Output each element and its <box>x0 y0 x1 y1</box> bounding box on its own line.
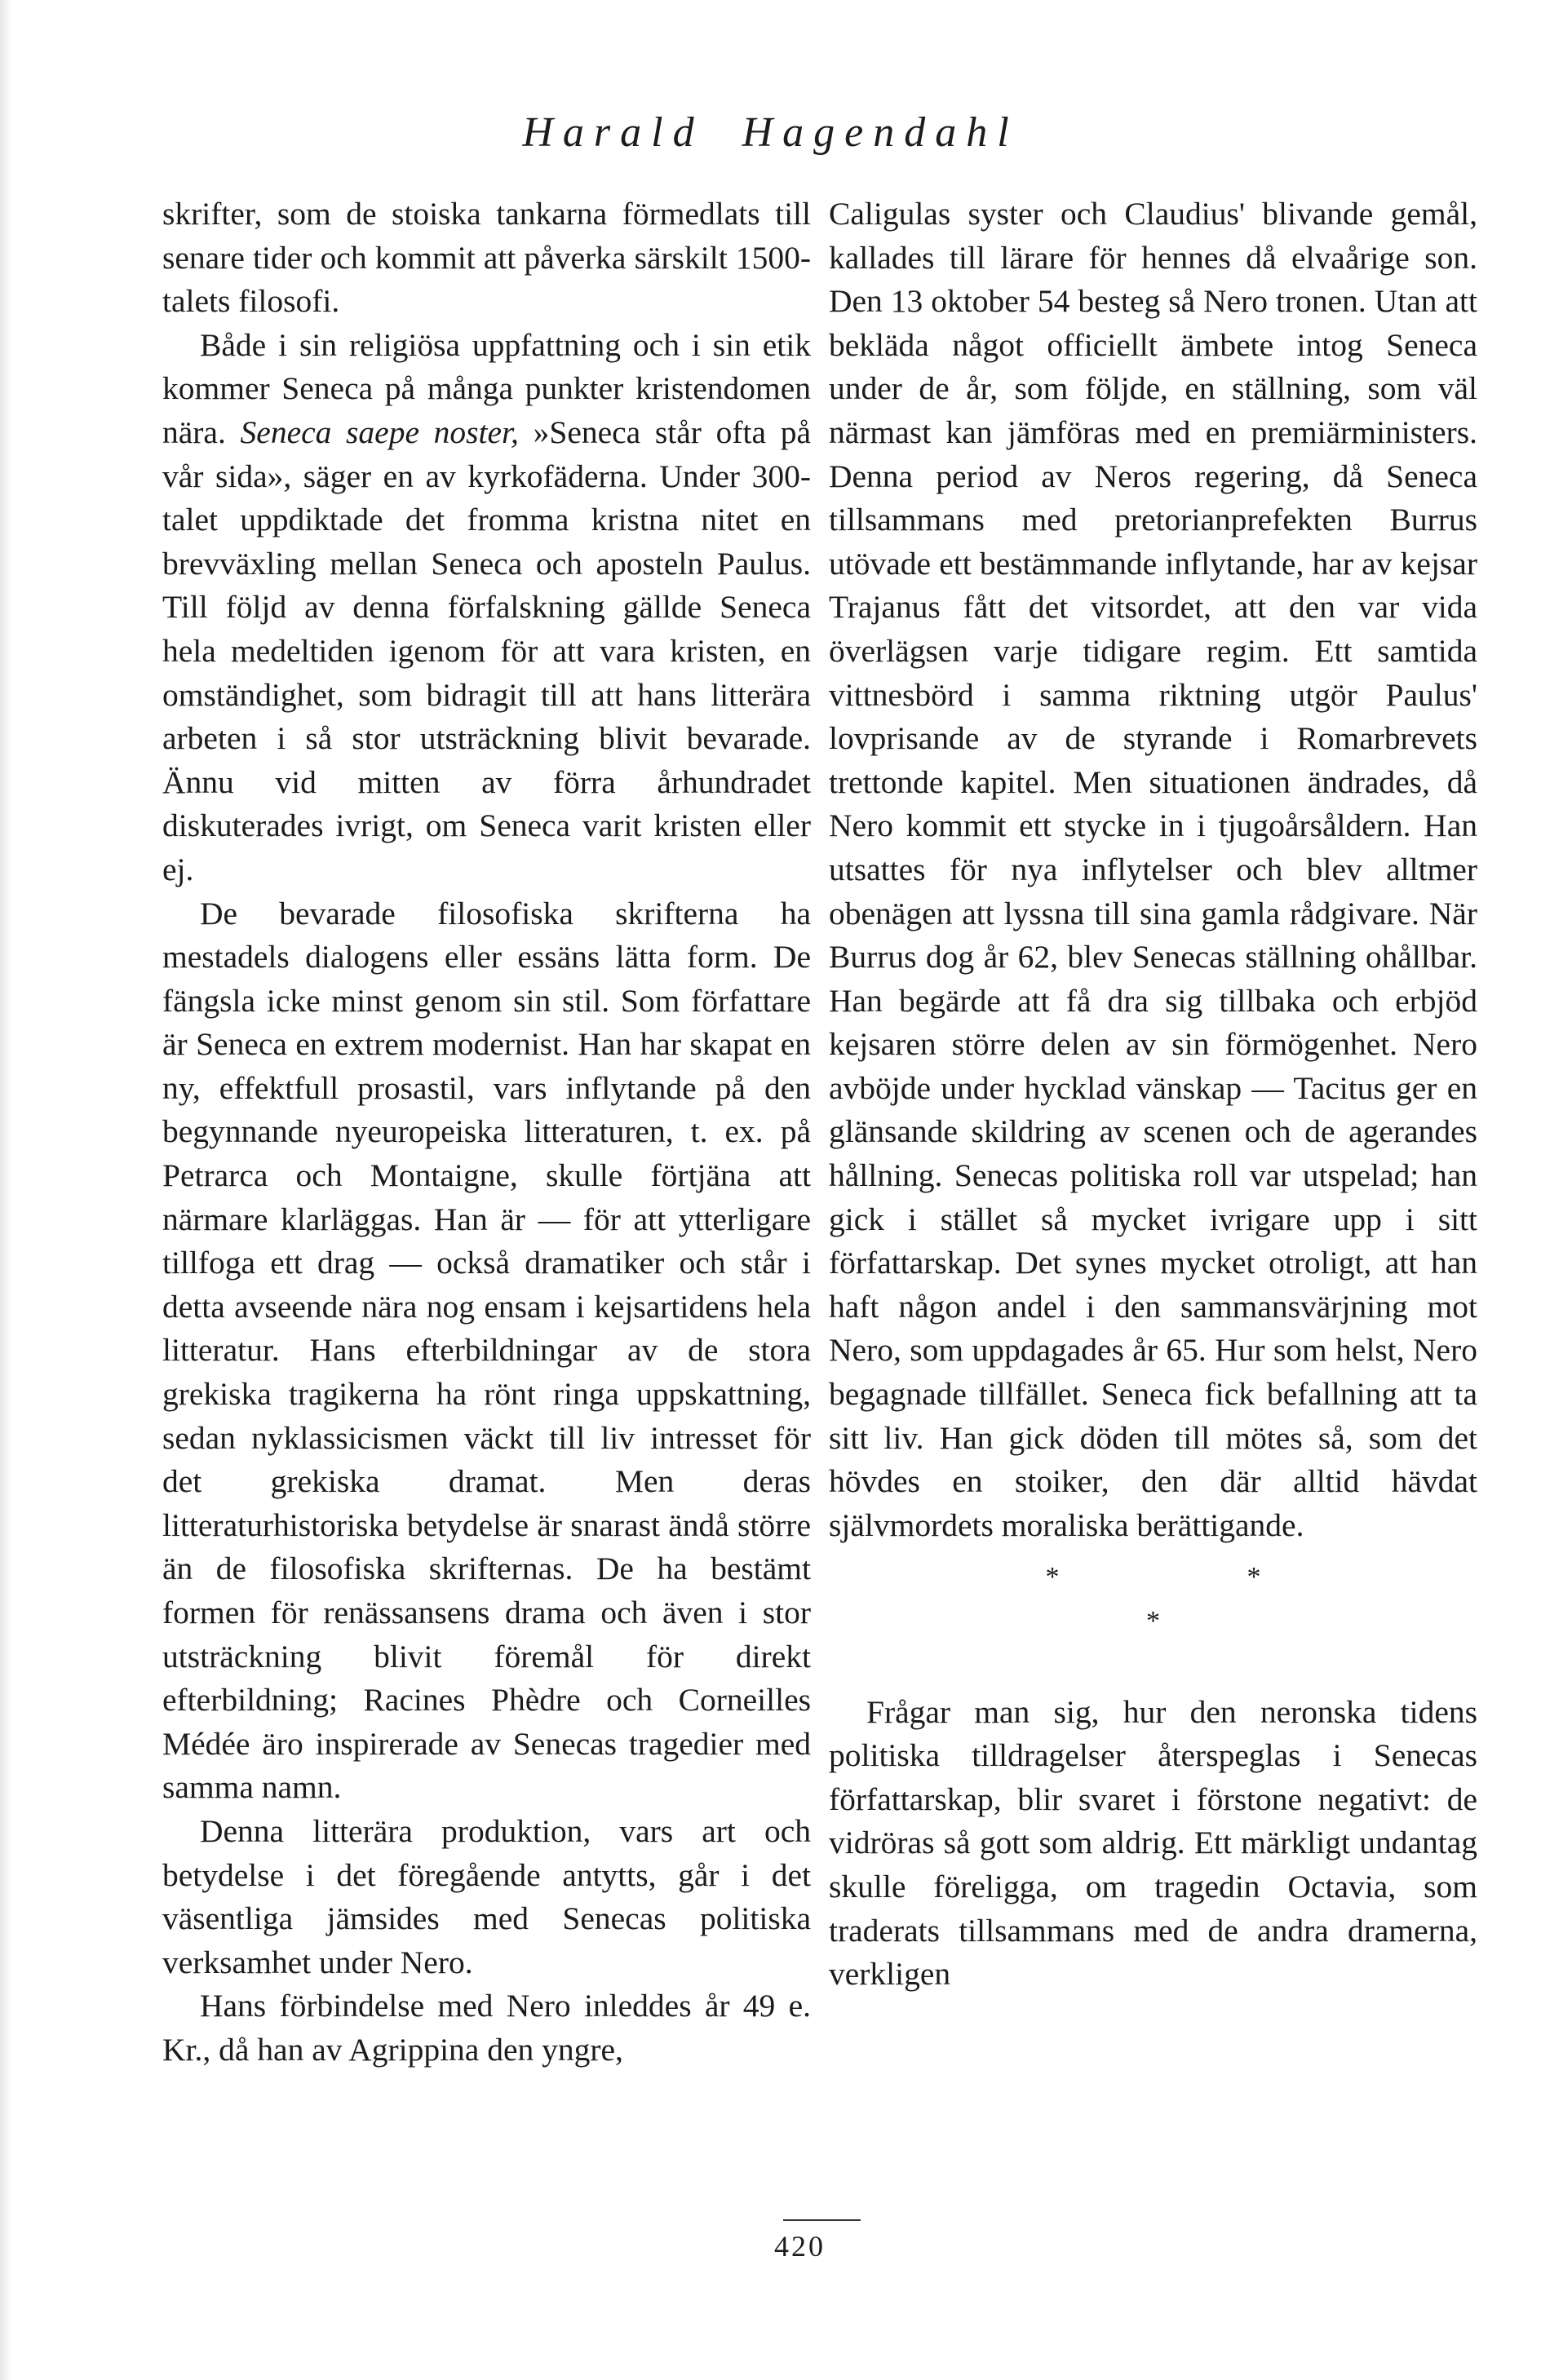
separator-star: * <box>1247 1562 1261 1593</box>
left-paragraph-4: Denna litterära produktion, vars art och betydelse i det föregående antytts, går i det väsentliga jämsides med Senecas politiska verksamhet under Nero. <box>162 1812 811 1980</box>
page-number: 420 <box>774 2230 826 2263</box>
left-paragraph-2-start: Både i sin religiösa uppfattning och i sin etik kommer Seneca på många punkter kristendomen nära. <box>162 326 811 450</box>
latin-quote: Seneca saepe noster, <box>240 414 519 450</box>
right-paragraph-2: Frågar man sig, hur den neronska tidens politiska tilldragelser återspeglas i Senecas författarskap, blir svaret i förstone negativt: de vidröras så gott som aldrig. Ett märkligt undantag skulle föreligga, om tragedin Octavia, som traderats tillsammans med de andra dramerna, verkligen <box>829 1693 1477 1993</box>
left-paragraph-1: skrifter, som de stoiska tankarna förmedlats till senare tider och kommit att påverka särskilt 1500-talets filosofi. <box>162 196 811 320</box>
right-paragraph-1: Caligulas syster och Claudius' blivande gemål, kallades till lärare för hennes då elvaårige son. Den 13 oktober 54 besteg så Nero tronen. Utan att bekläda något officiellt ämbete intog Seneca under de år, som följde, en ställning, som väl närmast kan jämföras med en premiärministers. Denna period av Neros regering, då Seneca tillsammans med pretorianprefekten Burrus utövade ett bestämmande inflytande, har av kejsar Trajanus fått det vitsordet, att den var vida överlägsen varje tidigare regim. Ett samtida vittnesbörd i samma riktning utgör Paulus' lovprisande av de styrande i Romarbrevets trettonde kapitel. Men situationen ändrades, då Nero kommit ett stycke in i tjugoårsåldern. Han utsattes för nya inflytelser och blev alltmer obenägen att lyssna till sina gamla rådgivare. När Burrus dog år 62, blev Senecas ställning ohållbar. Han begärde att få dra sig tillbaka och erbjöd kejsaren större delen av sin förmögenhet. Nero avböjde under hycklad vänskap — Tacitus ger en glänsande skildring av scenen och de agerandes hållning. Senecas politiska roll var utspelad; han gick i stället så mycket ivrigare upp i sitt författarskap. Det synes mycket otroligt, att han haft någon andel i den sammansvärjning mot Nero, som uppdagades år 65. Hur som helst, Nero begagnade tillfället. Seneca fick befallning att ta sitt liv. Han gick döden till mötes så, som det hövdes en stoiker, den där alltid hävdat självmordets moraliska berättigande. <box>829 196 1477 1543</box>
page-edge-shadow <box>0 0 11 2380</box>
section-separator <box>829 1555 1477 1643</box>
separator-star: * <box>1045 1562 1060 1593</box>
right-column <box>829 192 1477 1997</box>
left-paragraph-2-rest: »Seneca står ofta på vår sida», säger en av kyrkofäderna. Under 300-talet uppdiktade det fromma kristna nitet en brevväxling mellan Seneca och aposteln Paulus. Till följd av denna förfalskning gällde Seneca hela medeltiden igenom för att vara kristen, en omständighet, som bidragit till att hans litterära arbeten i så stor utsträckning blivit bevarade. Ännu vid mitten av förra århundradet diskuterades ivrigt, om Seneca varit kristen eller ej. <box>162 414 811 887</box>
separator-star: * <box>1146 1606 1160 1636</box>
left-column <box>162 192 811 2073</box>
left-paragraph-3: De bevarade filosofiska skrifterna ha mestadels dialogens eller essäns lätta form. De fängsla icke minst genom sin stil. Som författare är Seneca en extrem modernist. Han har skapat en ny, effektfull prosastil, vars inflytande på den begynnande nyeuropeiska litteraturen, t. ex. på Petrarca och Montaigne, skulle förtjäna att närmare klarläggas. Han är — för att ytterligare tillfoga ett drag — också dramatiker och står i detta avseende nära nog ensam i kejsartidens hela litteratur. Hans efterbildningar av de stora grekiska tragikerna ha rönt ringa uppskattning, sedan nyklassicismen väckt till liv intresset för det grekiska dramat. Men deras litteraturhistoriska betydelse är snarast ändå större än de filosofiska skrifternas. De ha bestämt formen för renässansens drama och även i stor utsträckning blivit föremål för direkt efterbildning; Racines Phèdre och Corneilles Médée äro inspirerade av Senecas tragedier med samma namn. <box>162 895 811 1806</box>
running-title: Harald Hagendahl <box>522 109 1019 156</box>
left-paragraph-2 <box>162 324 811 892</box>
left-paragraph-5: Hans förbindelse med Nero inleddes år 49 e. Kr., då han av Agrippina den yngre, <box>162 1988 811 2068</box>
page-number-rule <box>783 2219 861 2221</box>
